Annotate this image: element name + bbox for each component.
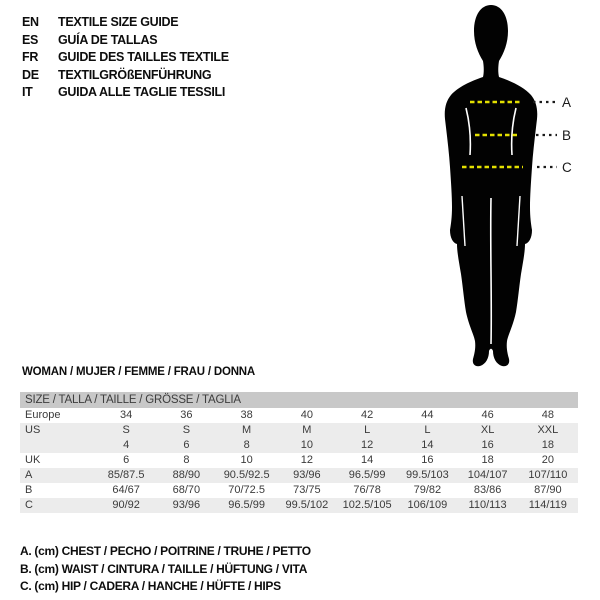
size-table-row [20,408,578,423]
size-cell: 6 [156,438,216,453]
size-cell: 110/113 [458,498,518,513]
size-cell: 16 [458,438,518,453]
legs-gap [491,198,492,344]
size-cell: 10 [240,454,253,466]
size-cell: 90/92 [96,498,156,513]
size-cell: 87/90 [534,484,562,496]
measure-legend [20,543,311,596]
language-title: GUÍA DE TALLAS [58,32,158,47]
row-label: C [20,498,96,513]
size-cell: 104/107 [458,468,518,483]
size-cell: 96.5/99 [337,468,397,483]
size-cell: XXL [518,423,578,438]
row-label [20,438,96,453]
size-cell: 88/90 [156,468,216,483]
size-cell: L [397,423,457,438]
size-cell: 10 [277,438,337,453]
size-cell: 44 [421,409,434,421]
size-cell: 99.5/103 [397,468,457,483]
size-table-header-row [20,392,578,408]
size-cell: 8 [183,454,190,466]
row-label: Europe [25,409,61,421]
language-list [22,14,229,102]
language-title: GUIDA ALLE TAGLIE TESSILI [58,85,226,100]
language-code: DE [22,67,39,82]
size-cell: 36 [180,409,193,421]
size-cell: 14 [397,438,457,453]
size-cell: 93/96 [277,468,337,483]
size-table-row [20,453,578,468]
legend-line: B. (cm) WAIST / CINTURA / TAILLE / HÜFTUNG / VITA [20,561,308,576]
size-cell: 93/96 [156,498,216,513]
size-table-row [20,438,578,453]
language-row [22,67,229,85]
row-label: US [20,423,96,438]
size-table-header: SIZE / TALLA / TAILLE / GRÖSSE / TAGLIA [20,392,578,408]
size-table [20,392,578,513]
size-cell: 14 [361,454,374,466]
size-cell: M [217,423,277,438]
row-label: A [20,468,96,483]
woman-silhouette-figure [420,0,600,375]
size-cell: S [96,423,156,438]
language-code: EN [22,15,39,29]
row-label: UK [25,454,41,466]
row-label: B [25,484,33,496]
size-cell: 83/86 [473,484,502,496]
size-cell: 64/67 [112,484,140,496]
size-cell: L [337,423,397,438]
legend-line: C. (cm) HIP / CADERA / HANCHE / HÜFTE / HIPS [20,579,281,593]
size-cell: 90.5/92.5 [217,468,277,483]
size-cell: 96.5/99 [217,498,277,513]
language-title: GUIDE DES TAILLES TEXTILE [58,50,229,65]
size-cell: 12 [337,438,397,453]
size-cell: M [277,423,337,438]
size-cell: S [156,423,216,438]
size-cell: 79/82 [413,484,442,496]
language-code: IT [22,85,33,100]
size-cell: 6 [123,454,130,466]
size-cell: 114/119 [518,498,578,513]
size-table-row [20,483,578,498]
size-cell: 85/87.5 [96,468,156,483]
language-row [22,49,229,67]
section-title: WOMAN / MUJER / FEMME / FRAU / DONNA [22,366,256,378]
language-title: TEXTILGRÖßENFÜHRUNG [58,67,212,82]
size-cell: 20 [541,454,554,466]
language-row [22,14,229,32]
size-cell: 40 [300,409,313,421]
size-cell: 68/70 [172,484,201,496]
size-cell: 99.5/102 [277,498,337,513]
language-code: FR [22,50,39,65]
size-cell: 106/109 [397,498,457,513]
size-cell: 38 [240,409,253,421]
size-cell: 12 [300,454,313,466]
size-cell: XL [458,423,518,438]
language-row [22,84,229,102]
marker-label-waist: B [562,128,572,143]
size-cell: 8 [217,438,277,453]
size-cell: 76/78 [353,484,381,496]
size-cell: 46 [481,409,494,421]
marker-label-chest: A [562,95,572,110]
language-row [22,32,229,50]
size-cell: 107/110 [518,468,578,483]
size-cell: 42 [361,409,374,421]
size-cell: 18 [481,454,494,466]
language-title: TEXTILE SIZE GUIDE [58,15,179,29]
size-cell: 34 [120,409,133,421]
size-cell: 102.5/105 [337,498,397,513]
size-cell: 4 [96,438,156,453]
size-table-row [20,468,578,483]
size-cell: 16 [421,454,434,466]
size-cell: 73/75 [293,484,321,496]
legend-line: A. (cm) CHEST / PECHO / POITRINE / TRUHE / PETTO [20,544,311,558]
size-table-row [20,423,578,438]
size-cell: 48 [541,409,554,421]
size-table-row [20,498,578,513]
size-cell: 70/72.5 [228,484,265,496]
marker-label-hip: C [562,160,572,175]
language-code: ES [22,32,39,47]
size-cell: 18 [518,438,578,453]
